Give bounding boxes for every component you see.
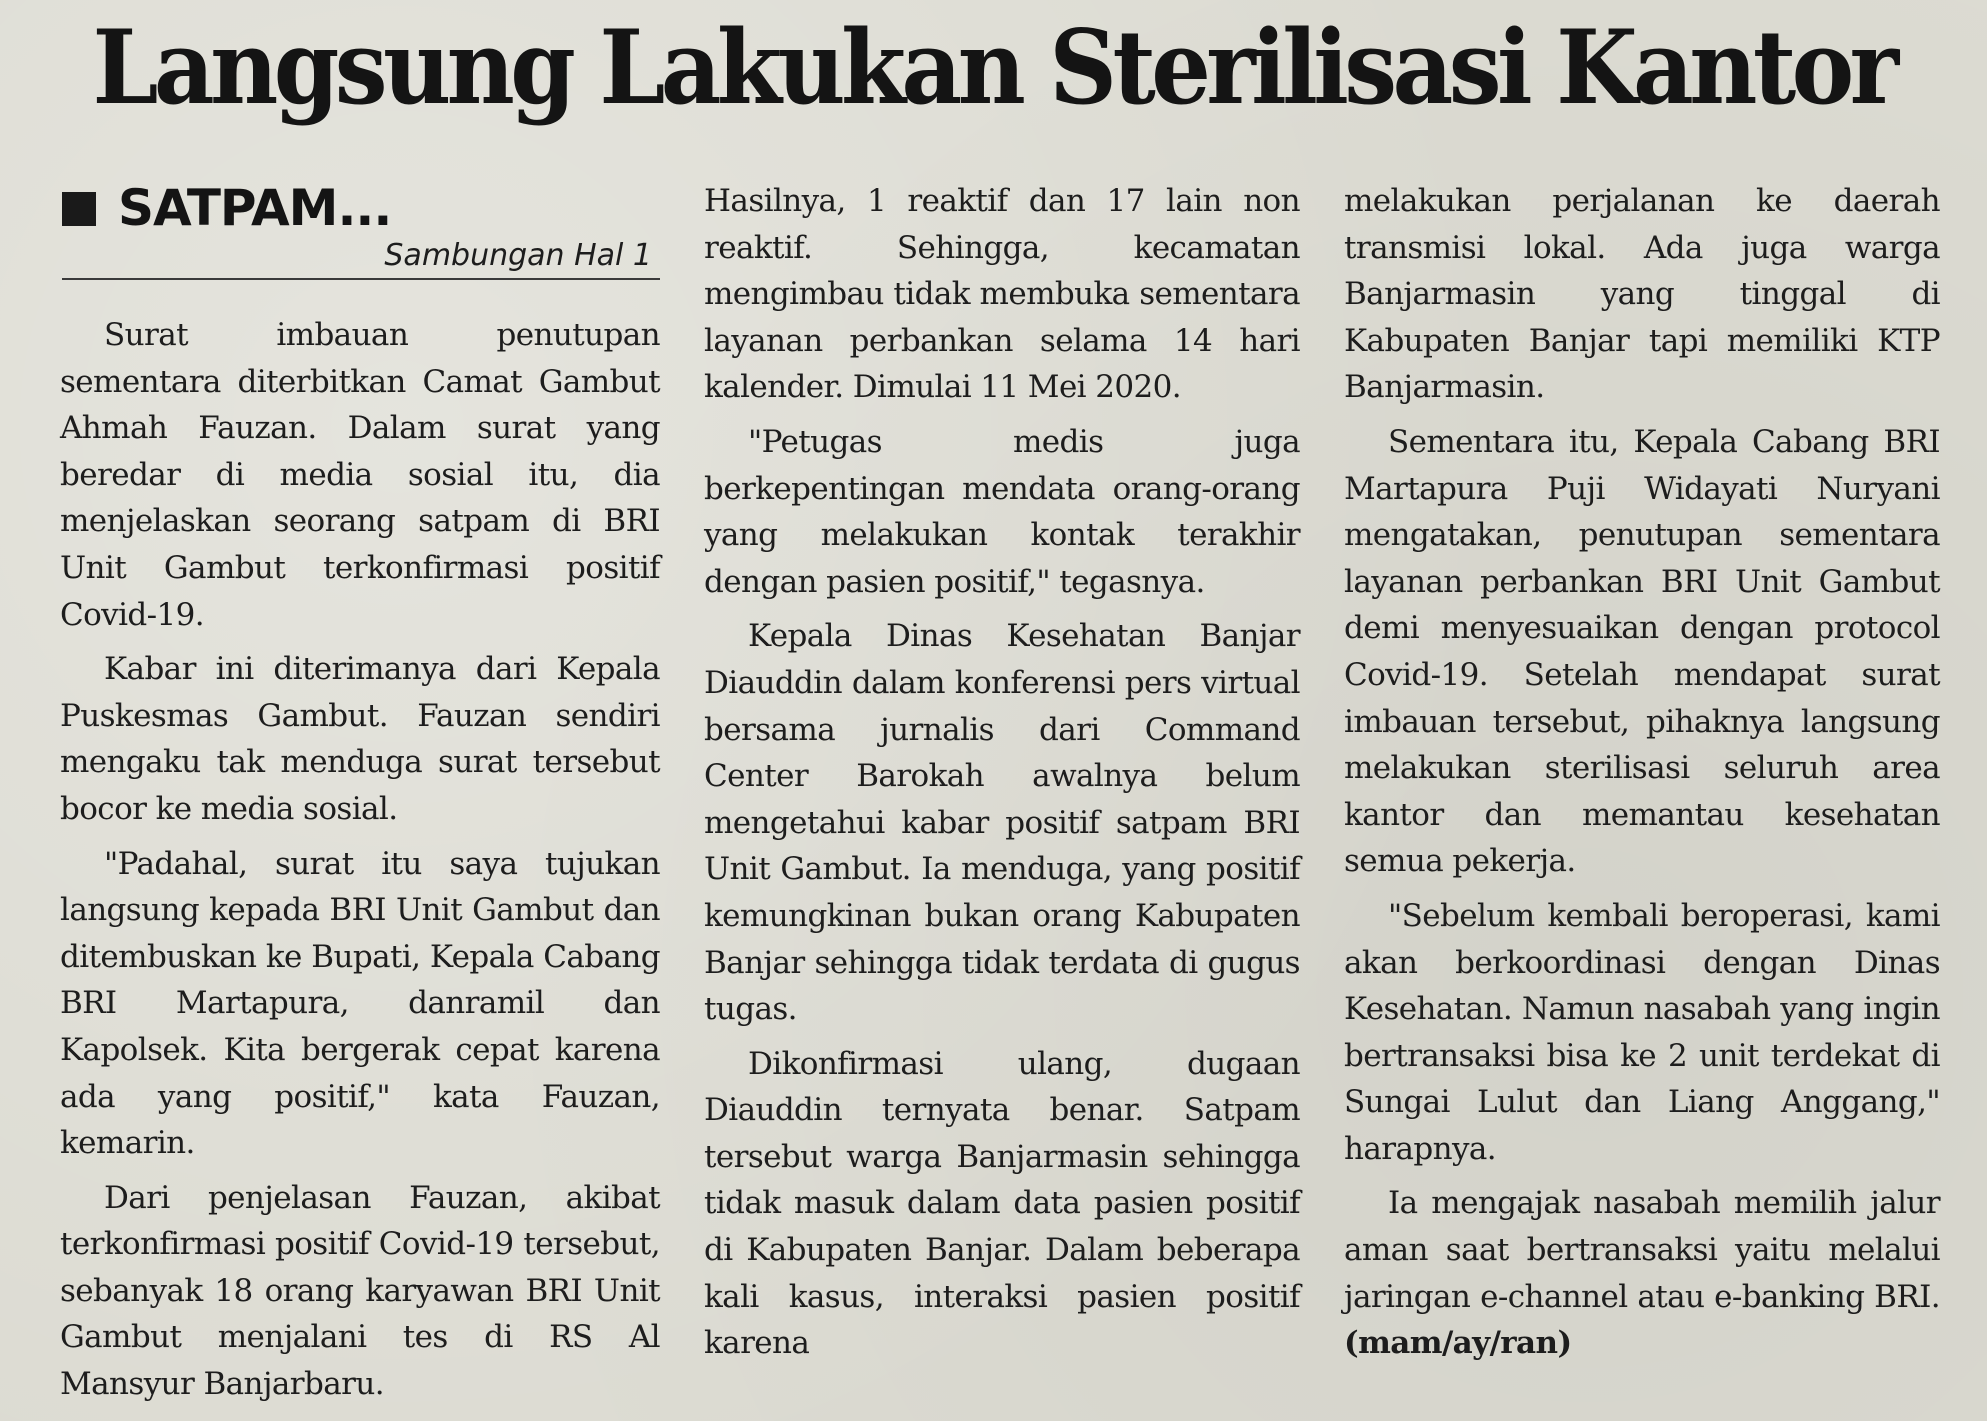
paragraph: Kepala Dinas Kesehatan Banjar Diauddin dalam konferensi pers virtual bersama jurnalis dari Command Center Barokah awalnya belum mengetahui kabar positif satpam BRI Unit Gambut. Ia menduga, yang positif kemungkinan bukan orang Kabupaten Banjar sehingga tidak terdata di gugus tugas. bbox=[704, 618, 1300, 1028]
paragraph: Dari penjelasan Fauzan, akibat terkonfirmasi positif Covid-19 tersebut, sebanyak 18 orang karyawan BRI Unit Gambut menjalani tes di RS Al Mansyur Banjarbaru. bbox=[60, 1179, 660, 1403]
article-column-2 bbox=[704, 178, 1300, 1367]
paragraph-final bbox=[1344, 1180, 1940, 1366]
paragraph: "Sebelum kembali beroperasi, kami akan berkoordinasi dengan Dinas Kesehatan. Namun nasabah yang ingin bertransaksi bisa ke 2 unit terdekat di Sungai Lulut dan Liang Anggang," harapnya. bbox=[1344, 897, 1940, 1167]
paragraph-text: Ia mengajak nasabah memilih jalur aman saat bertransaksi yaitu melalui jaringan e-channel atau e-banking BRI. bbox=[1344, 1185, 1940, 1315]
kicker-rule bbox=[62, 278, 660, 280]
paragraph: "Padahal, surat itu saya tujukan langsung kepada BRI Unit Gambut dan ditembuskan ke Bupati, Kepala Cabang BRI Martapura, danramil dan Kapolsek. Kita bergerak cepat karena ada yang positif," kata Fauzan, kemarin. bbox=[60, 845, 660, 1162]
kicker bbox=[62, 178, 660, 278]
continued-from-note: Sambungan Hal 1 bbox=[384, 238, 652, 273]
article-column-3 bbox=[1344, 178, 1940, 1367]
paragraph: Surat imbauan penutupan sementara diterbitkan Camat Gambut Ahmah Fauzan. Dalam surat yang beredar di media sosial itu, dia menjelaskan seorang satpam di BRI Unit Gambut terkonfirmasi positif Covid-19. bbox=[60, 317, 660, 633]
kicker-square-icon bbox=[62, 192, 96, 226]
byline-credit: (mam/ay/ran) bbox=[1344, 1325, 1572, 1362]
paragraph: Dikonfirmasi ulang, dugaan Diauddin ternyata benar. Satpam tersebut warga Banjarmasin sehingga tidak masuk dalam data pasien positif di Kabupaten Banjar. Dalam beberapa kali kasus, interaksi pasien positif karena bbox=[704, 1045, 1300, 1362]
headline: Langsung Lakukan Sterilisasi Kantor bbox=[92, 8, 1895, 128]
paragraph: "Petugas medis juga berkepentingan mendata orang-orang yang melakukan kontak terakhir dengan pasien positif," tegasnya. bbox=[704, 423, 1300, 600]
kicker-label: SATPAM... bbox=[118, 179, 392, 237]
paragraph: Sementara itu, Kepala Cabang BRI Martapura Puji Widayati Nuryani mengatakan, penutupan sementara layanan perbankan BRI Unit Gambut demi menyesuaikan dengan protocol Covid-19. Setelah mendapat surat imbauan tersebut, pihaknya langsung melakukan sterilisasi seluruh area kantor dan memantau kesehatan semua pekerja. bbox=[1344, 423, 1940, 880]
paragraph: Hasilnya, 1 reaktif dan 17 lain non reaktif. Sehingga, kecamatan mengimbau tidak membuka sementara layanan perbankan selama 14 hari kalender. Dimulai 11 Mei 2020. bbox=[704, 183, 1300, 406]
paragraph: melakukan perjalanan ke daerah transmisi lokal. Ada juga warga Banjarmasin yang tinggal di Kabupaten Banjar tapi memiliki KTP Banjarmasin. bbox=[1344, 183, 1940, 406]
paragraph: Kabar ini diterimanya dari Kepala Puskesmas Gambut. Fauzan sendiri mengaku tak menduga surat tersebut bocor ke media sosial. bbox=[60, 651, 660, 827]
article-column-1 bbox=[60, 312, 660, 1408]
